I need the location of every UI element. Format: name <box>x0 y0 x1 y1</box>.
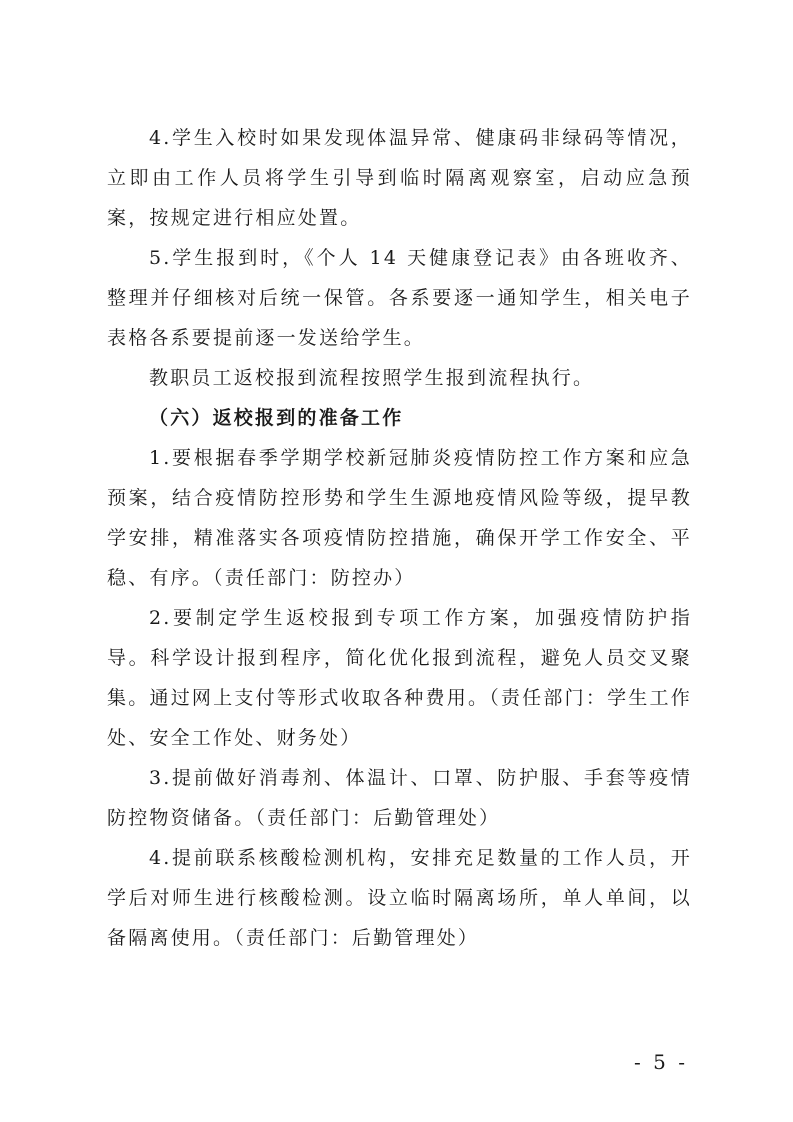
paragraph-prep-3: 3.提前做好消毒剂、体温计、口罩、防护服、手套等疫情防控物资储备。（责任部门：后勤管理处） <box>107 767 692 829</box>
paragraph-staff-return: 教职员工返校报到流程按照学生报到流程执行。 <box>149 367 595 389</box>
paragraph-prep-4: 4.提前联系核酸检测机构，安排充足数量的工作人员，开学后对师生进行核酸检测。设立临时隔离场所，单人单间，以备隔离使用。（责任部门：后勤管理处） <box>107 847 692 949</box>
paragraph-item-5: 5.学生报到时，《个人 14 天健康登记表》由各班收齐、整理并仔细核对后统一保管。各系要逐一通知学生，相关电子表格各系要提前逐一发送给学生。 <box>107 247 692 349</box>
section-heading: （六）返校报到的准备工作 <box>149 407 404 429</box>
paragraph-prep-1: 1.要根据春季学期学校新冠肺炎疫情防控工作方案和应急预案，结合疫情防控形势和学生生源地疫情风险等级，提早教学安排，精准落实各项疫情防控措施，确保开学工作安全、平稳、有序。（责任部门：防控办） <box>107 447 692 589</box>
paragraph-prep-2: 2.要制定学生返校报到专项工作方案，加强疫情防护指导。科学设计报到程序，简化优化报到流程，避免人员交叉聚集。通过网上支付等形式收取各种费用。（责任部门：学生工作处、安全工作处、财务处） <box>107 607 692 749</box>
page-number: - 5 - <box>634 1050 688 1074</box>
document-body <box>107 118 692 958</box>
paragraph-item-4: 4.学生入校时如果发现体温异常、健康码非绿码等情况，立即由工作人员将学生引导到临时隔离观察室，启动应急预案，按规定进行相应处置。 <box>107 127 692 229</box>
